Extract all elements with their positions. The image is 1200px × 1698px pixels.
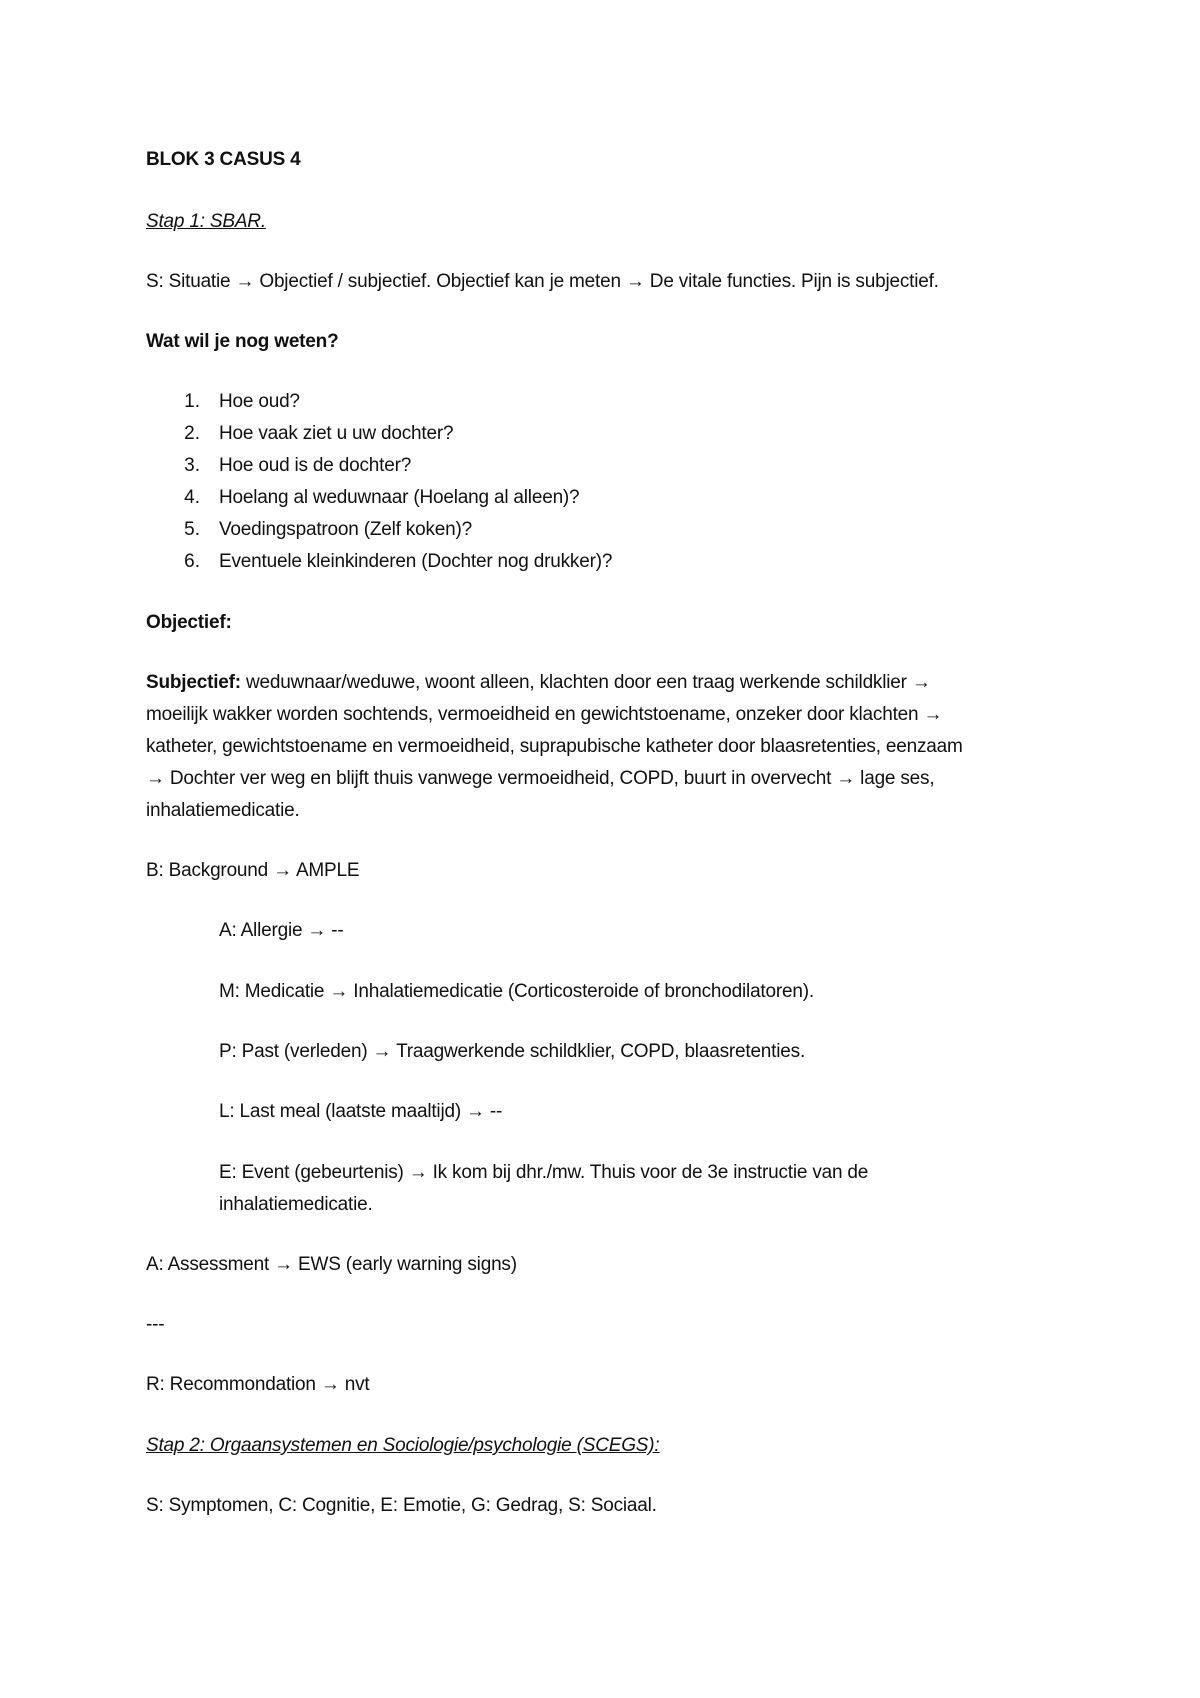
step1-heading: Stap 1: SBAR. (146, 211, 266, 232)
ample-event-cont: inhalatiemedicatie. (219, 1194, 373, 1215)
subjectief-label: Subjectief: (146, 672, 241, 693)
ample-event: E: Event (gebeurtenis) → Ik kom bij dhr./mw. Thuis voor de 3e instructie van de (219, 1162, 869, 1183)
list-text: Eventuele kleinkinderen (Dochter nog drukker)? (219, 551, 613, 572)
list-number: 5. (184, 519, 200, 540)
separator-line: --- (146, 1314, 165, 1335)
document-title: BLOK 3 CASUS 4 (146, 149, 301, 170)
subjectief-line: moeilijk wakker worden sochtends, vermoeidheid en gewichtstoename, onzeker door klachten → (146, 704, 943, 725)
ample-last-meal: L: Last meal (laatste maaltijd) → -- (219, 1101, 503, 1122)
list-text: Hoelang al weduwnaar (Hoelang al alleen)? (219, 487, 580, 508)
subjectief-line (146, 667, 931, 699)
list-text: Hoe oud? (219, 391, 300, 412)
question-heading: Wat wil je nog weten? (146, 331, 339, 352)
ample-allergie: A: Allergie → -- (219, 920, 344, 941)
list-text: Voedingspatroon (Zelf koken)? (219, 519, 472, 540)
list-text: Hoe vaak ziet u uw dochter? (219, 423, 454, 444)
ample-past: P: Past (verleden) → Traagwerkende schildklier, COPD, blaasretenties. (219, 1041, 806, 1062)
objectief-label: Objectief: (146, 612, 232, 633)
assessment-line: A: Assessment → EWS (early warning signs) (146, 1254, 517, 1275)
background-line: B: Background → AMPLE (146, 860, 360, 881)
list-number: 3. (184, 455, 200, 476)
subjectief-line: inhalatiemedicatie. (146, 800, 300, 821)
recommendation-line: R: Recommondation → nvt (146, 1374, 370, 1395)
situation-line: S: Situatie → Objectief / subjectief. Objectief kan je meten → De vitale functies. Pijn is subjectief. (146, 271, 939, 292)
list-number: 2. (184, 423, 200, 444)
scegs-line: S: Symptomen, C: Cognitie, E: Emotie, G: Gedrag, S: Sociaal. (146, 1495, 657, 1516)
ample-medicatie: M: Medicatie → Inhalatiemedicatie (Corticosteroide of bronchodilatoren). (219, 981, 814, 1002)
list-number: 6. (184, 551, 200, 572)
list-number: 1. (184, 391, 200, 412)
list-number: 4. (184, 487, 200, 508)
list-text: Hoe oud is de dochter? (219, 455, 412, 476)
subjectief-line: → Dochter ver weg en blijft thuis vanwege vermoeidheid, COPD, buurt in overvecht → lage ses, (146, 768, 935, 789)
subjectief-line: katheter, gewichtstoename en vermoeidheid, suprapubische katheter door blaasretenties, eenzaam (146, 736, 963, 757)
subjectief-text: weduwnaar/weduwe, woont alleen, klachten door een traag werkende schildklier → (240, 672, 931, 693)
step2-heading: Stap 2: Orgaansystemen en Sociologie/psychologie (SCEGS): (146, 1435, 660, 1456)
